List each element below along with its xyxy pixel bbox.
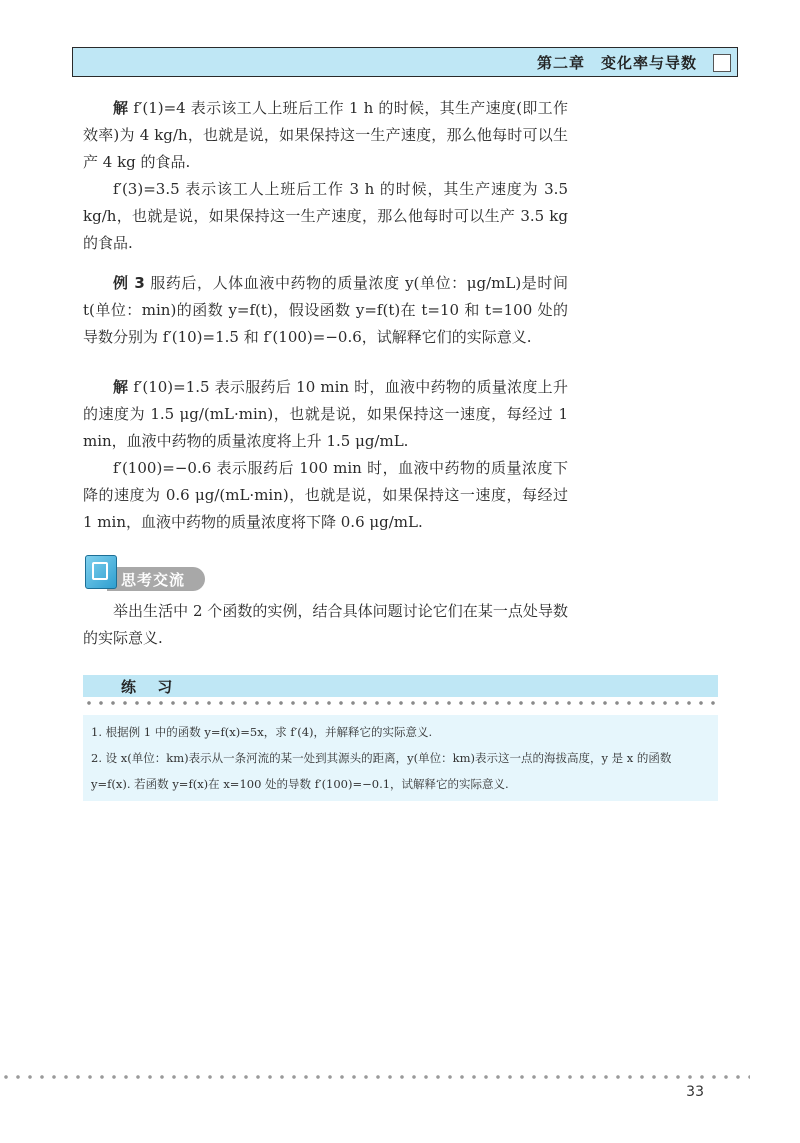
practice-item-1: 1. 根据例 1 中的函数 y=f(x)=5x，求 f′(4)，并解释它的实际意义. [91, 725, 433, 739]
practice-box [83, 715, 718, 801]
chapter-title: 第二章 变化率与导数 [536, 54, 697, 72]
example-text: 服药后，人体血液中药物的质量浓度 y(单位：μg/mL)是时间 t(单位：min)的函数 y=f(t)，假设函数 y=f(t)在 t=10 和 t=100 处的导数分别为 f′(10)=1.5 和 f′(100)=−0.6，试解释它们的实际意义. [83, 274, 568, 346]
solution-paragraph-1 [83, 95, 568, 176]
think-discuss-label: 思考交流 [121, 571, 186, 589]
dotted-divider [83, 700, 718, 706]
example-3 [83, 270, 568, 351]
solution-lead: 解 [113, 99, 129, 117]
think-discuss-text: 举出生活中 2 个函数的实例，结合具体问题讨论它们在某一点处导数的实际意义. [83, 602, 568, 647]
practice-header [83, 675, 718, 697]
example-lead: 例 3 [113, 274, 145, 292]
practice-item-2: 2. 设 x(单位：km)表示从一条河流的某一处到其源头的距离，y(单位：km)表示这一点的海拔高度，y 是 x 的函数 y=f(x). 若函数 y=f(x)在 x=100 处的导数 f′(100)=−0.1，试解释它的实际意义. [91, 751, 672, 791]
cube-icon [85, 555, 117, 589]
page-number: 33 [686, 1084, 704, 1100]
solution-lead-2: 解 [113, 378, 129, 396]
practice-title: 练 习 [121, 678, 181, 696]
footer-dotted-line [0, 1074, 750, 1080]
solution-text: f′(1)=4 表示该工人上班后工作 1 h 的时候，其生产速度(即工作效率)为 4 kg/h，也就是说，如果保持这一生产速度，那么他每时可以生产 4 kg 的食品. [83, 99, 568, 171]
solution-paragraph-3 [83, 374, 568, 455]
think-discuss-badge [85, 555, 205, 593]
solution-text-2: f′(10)=1.5 表示服药后 10 min 时，血液中药物的质量浓度上升的速度为 1.5 μg/(mL·min)，也就是说，如果保持这一速度，每经过 1 min，血液中药物的质量浓度将上升 1.5 μg/mL. [83, 378, 568, 450]
solution-paragraph-2: f′(3)=3.5 表示该工人上班后工作 3 h 的时候，其生产速度为 3.5 kg/h，也就是说，如果保持这一生产速度，那么他每时可以生产 3.5 kg 的食品. [83, 180, 568, 252]
chapter-header [72, 47, 738, 77]
solution-paragraph-4: f′(100)=−0.6 表示服药后 100 min 时，血液中药物的质量浓度下降的速度为 0.6 μg/(mL·min)，也就是说，如果保持这一速度，每经过 1 min，血液中药物的质量浓度将下降 0.6 μg/mL. [83, 459, 568, 531]
header-square-icon [713, 54, 731, 72]
